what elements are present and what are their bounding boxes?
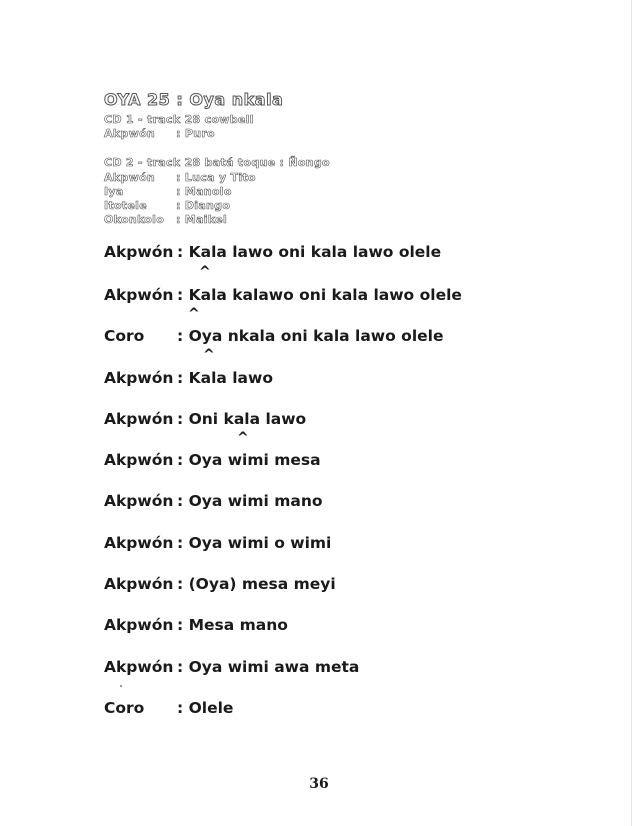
cd2-credit-row [104,171,256,184]
lyric-text: : Oya nkala oni kala lawo olele [177,327,444,345]
credit-name: : Manolo [176,185,232,198]
cd2-credit-row [104,185,232,198]
song-title: OYA 25 : Oya nkala [104,90,284,109]
lyric-line [104,658,359,676]
credit-role: Itotele [104,199,147,212]
lyric-speaker: Coro [104,327,145,345]
accent-caret: ^ [199,264,211,280]
lyric-speaker: Akpwón [104,534,174,552]
lyric-speaker: Akpwón [104,410,174,428]
lyric-text: : Mesa mano [177,616,288,634]
lyric-line [104,243,441,261]
scan-page-edge [631,0,632,826]
lyric-text: : Olele [177,699,234,717]
lyric-line [104,327,443,345]
lyric-line [104,492,323,510]
lyric-speaker: Akpwón [104,451,174,469]
lyric-line [104,534,331,552]
credit-role: Iya [104,185,124,198]
credit-role: Akpwón [104,171,156,184]
credit-role: Okonkolo [104,213,165,226]
cd1-credit-row [104,127,215,140]
cd2-credit-row [104,213,227,226]
lyric-text: : Oya wimi mano [177,492,323,510]
scan-speck [120,685,122,687]
lyric-line [104,575,336,593]
lyric-speaker: Akpwón [104,616,174,634]
lyric-speaker: Akpwón [104,369,174,387]
lyric-text: : Kala kalawo oni kala lawo olele [177,286,462,304]
lyric-line [104,410,306,428]
lyric-text: : Oya wimi mesa [177,451,321,469]
lyric-text: : Kala lawo [177,369,273,387]
cd2-heading: CD 2 - track 28 batá toque : Ñongo [104,156,330,169]
lyric-speaker: Akpwón [104,243,174,261]
credit-name: : Puro [176,127,215,140]
lyric-speaker: Coro [104,699,145,717]
lyric-line [104,699,233,717]
lyric-text: : Kala lawo oni kala lawo olele [177,243,442,261]
lyric-line [104,286,462,304]
accent-caret: ^ [203,347,215,363]
lyric-line [104,616,288,634]
lyric-text: : (Oya) mesa meyi [177,575,336,593]
lyric-text: : Oya wimi awa meta [177,658,360,676]
credit-name: : Luca y Tito [176,171,256,184]
page-number: 36 [309,776,329,792]
credit-name: : Maikel [176,213,228,226]
accent-caret: ^ [188,306,200,322]
lyric-text: : Oni kala lawo [177,410,307,428]
lyric-line [104,451,321,469]
accent-caret: ^ [237,430,249,446]
lyric-speaker: Akpwón [104,492,174,510]
lyric-text: : Oya wimi o wimi [177,534,332,552]
lyric-line [104,369,273,387]
cd1-heading: CD 1 - track 28 cowbell [104,113,254,126]
credit-role: Akpwón [104,127,156,140]
credit-name: : Diango [176,199,231,212]
lyric-speaker: Akpwón [104,575,174,593]
lyric-speaker: Akpwón [104,286,174,304]
cd2-credit-row [104,199,230,212]
lyric-speaker: Akpwón [104,658,174,676]
